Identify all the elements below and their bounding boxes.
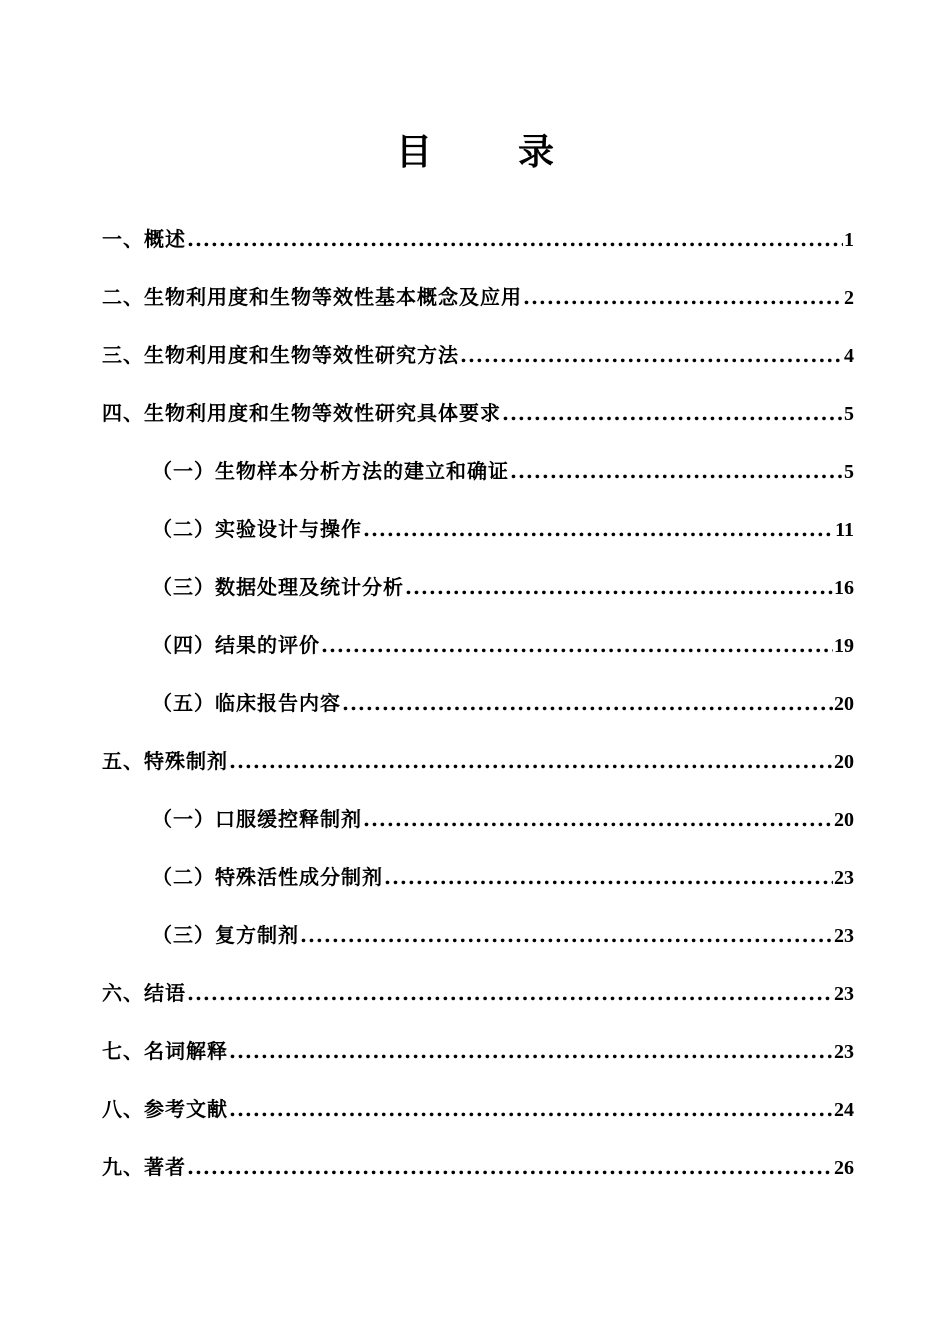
toc-page-number: 23 xyxy=(834,983,854,1005)
toc-dot-leader xyxy=(187,220,843,258)
toc-dot-leader xyxy=(384,858,833,896)
toc-entry-label: 八、参考文献 xyxy=(102,1097,228,1121)
toc-entry-clinical-report[interactable] xyxy=(102,684,854,742)
toc-page-number: 26 xyxy=(834,1157,854,1179)
toc-entry-overview[interactable] xyxy=(102,220,854,278)
toc-page-number: 19 xyxy=(834,635,854,657)
toc-dot-leader xyxy=(229,1090,833,1128)
toc-entry-label: （二）实验设计与操作 xyxy=(152,517,362,541)
toc-entry-label: （二）特殊活性成分制剂 xyxy=(152,865,383,889)
toc-dot-leader xyxy=(321,626,833,664)
toc-entry-sample-analysis[interactable] xyxy=(102,452,854,510)
toc-entry-label: 二、生物利用度和生物等效性基本概念及应用 xyxy=(102,285,522,309)
toc-page-number: 4 xyxy=(844,345,854,367)
toc-entry-references[interactable] xyxy=(102,1090,854,1148)
toc-entry-authors[interactable] xyxy=(102,1148,854,1206)
toc-page-number: 20 xyxy=(834,809,854,831)
toc-entry-special-active-ingredients[interactable] xyxy=(102,858,854,916)
toc-entry-label: （四）结果的评价 xyxy=(152,633,320,657)
toc-entry-glossary[interactable] xyxy=(102,1032,854,1090)
toc-page-number: 23 xyxy=(834,867,854,889)
toc-entry-specific-requirements[interactable] xyxy=(102,394,854,452)
toc-entry-research-methods[interactable] xyxy=(102,336,854,394)
toc-page-number: 5 xyxy=(844,403,854,425)
toc-page-number: 23 xyxy=(834,925,854,947)
toc-dot-leader xyxy=(342,684,833,722)
toc-dot-leader xyxy=(363,510,834,548)
toc-page-number: 20 xyxy=(834,751,854,773)
toc-entry-label: （一）口服缓控释制剂 xyxy=(152,807,362,831)
toc-entry-label: （五）临床报告内容 xyxy=(152,691,341,715)
toc-entry-experiment-design[interactable] xyxy=(102,510,854,568)
toc-entry-result-evaluation[interactable] xyxy=(102,626,854,684)
toc-dot-leader xyxy=(300,916,833,954)
toc-entry-special-preparations[interactable] xyxy=(102,742,854,800)
toc-entry-label: 六、结语 xyxy=(102,981,186,1005)
toc-entry-oral-sustained-release[interactable] xyxy=(102,800,854,858)
page-title-char-2: 录 xyxy=(518,131,555,173)
toc-entry-label: （一）生物样本分析方法的建立和确证 xyxy=(152,459,509,483)
page-title-char-1: 目 xyxy=(395,131,432,173)
toc-dot-leader xyxy=(502,394,843,432)
toc-page-number: 23 xyxy=(834,1041,854,1063)
toc-dot-leader xyxy=(510,452,843,490)
page-title xyxy=(0,128,950,176)
toc-entry-label: 四、生物利用度和生物等效性研究具体要求 xyxy=(102,401,501,425)
toc-dot-leader xyxy=(523,278,843,316)
toc-entry-compound-preparations[interactable] xyxy=(102,916,854,974)
toc-dot-leader xyxy=(363,800,833,838)
toc-page-number: 11 xyxy=(835,519,854,541)
toc-page-number: 1 xyxy=(844,229,854,251)
toc-dot-leader xyxy=(405,568,833,606)
toc-entry-label: （三）数据处理及统计分析 xyxy=(152,575,404,599)
toc-page-number: 2 xyxy=(844,287,854,309)
toc-dot-leader xyxy=(229,742,833,780)
toc-entry-label: （三）复方制剂 xyxy=(152,923,299,947)
table-of-contents xyxy=(102,220,854,1206)
toc-entry-basic-concepts[interactable] xyxy=(102,278,854,336)
toc-entry-label: 九、著者 xyxy=(102,1155,186,1179)
toc-entry-data-processing[interactable] xyxy=(102,568,854,626)
toc-dot-leader xyxy=(187,974,833,1012)
toc-page-number: 5 xyxy=(844,461,854,483)
toc-dot-leader xyxy=(187,1148,833,1186)
toc-entry-label: 五、特殊制剂 xyxy=(102,749,228,773)
toc-entry-label: 七、名词解释 xyxy=(102,1039,228,1063)
toc-page-number: 24 xyxy=(834,1099,854,1121)
toc-page-number: 20 xyxy=(834,693,854,715)
toc-entry-conclusion[interactable] xyxy=(102,974,854,1032)
toc-page-number: 16 xyxy=(834,577,854,599)
toc-entry-label: 三、生物利用度和生物等效性研究方法 xyxy=(102,343,459,367)
toc-dot-leader xyxy=(229,1032,833,1070)
toc-dot-leader xyxy=(460,336,843,374)
toc-entry-label: 一、概述 xyxy=(102,227,186,251)
